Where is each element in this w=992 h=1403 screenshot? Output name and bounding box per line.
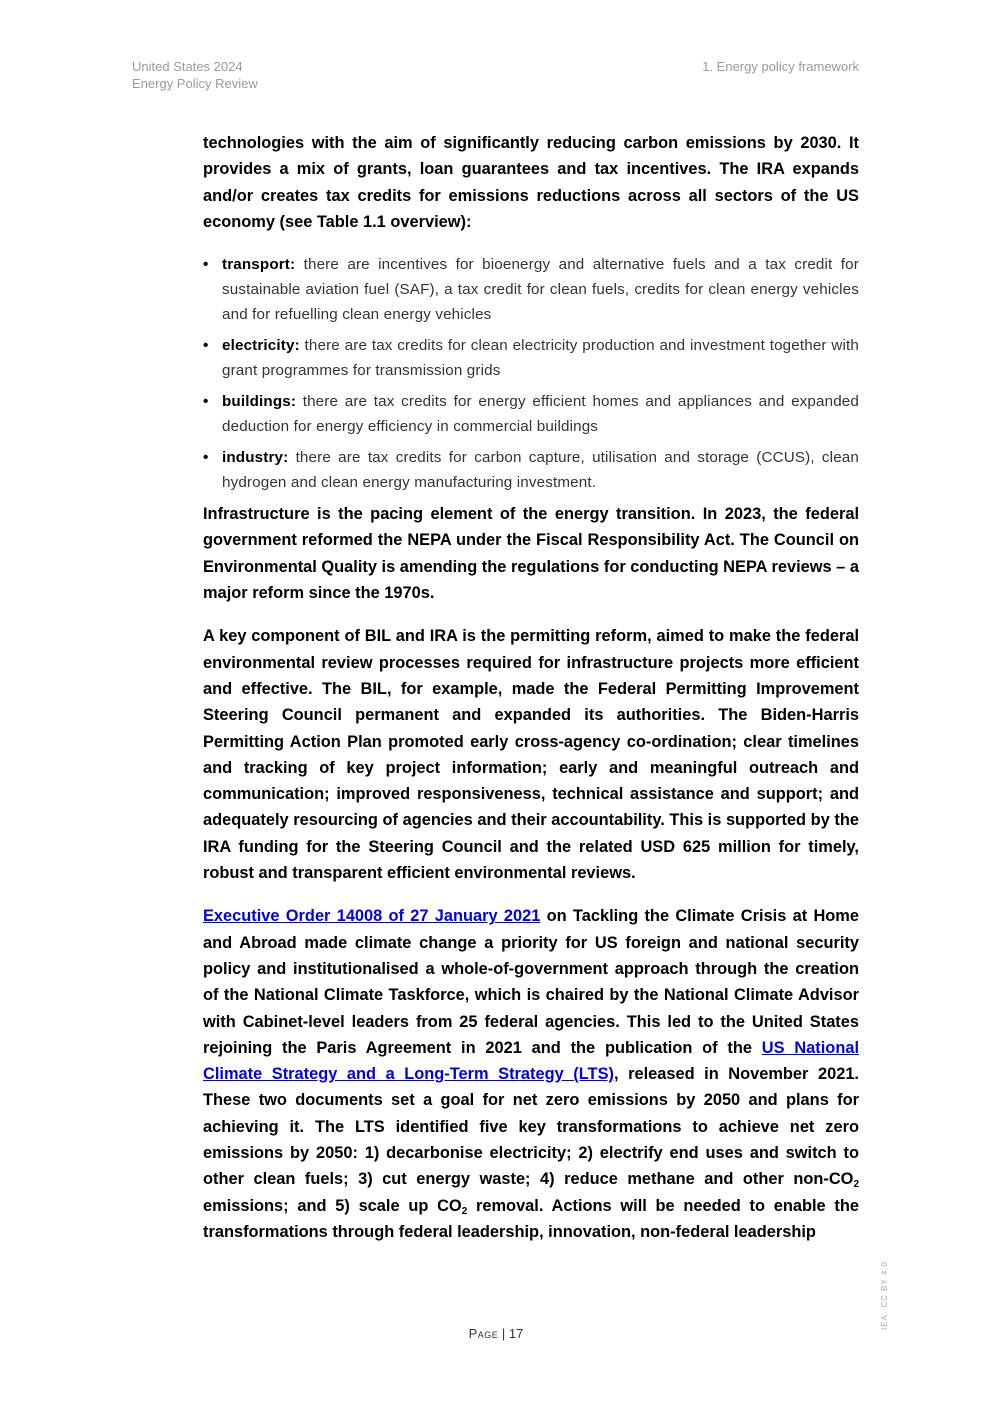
bullet-term: industry:: [222, 449, 289, 467]
sector-bullet-list: [203, 252, 859, 495]
paragraph-text: , released in November 2021. These two documents set a goal for net zero emissions by 2050 and plans for achieving it. The LTS identified five key transformations to achieve net zero emissions by 2050: 1) decarbonise electricity; 2) electrify end uses and switch to other clean fuels; 3) cut energy waste; 4) reduce methane and other non-CO: [203, 1065, 859, 1189]
report-title-line1: United States 2024: [132, 59, 243, 74]
bullet-text: there are incentives for bioenergy and alternative fuels and a tax credit for sustainable aviation fuel (SAF), a tax credit for clean fuels, credits for clean energy vehicles and for refuelling clean energy vehicles: [222, 256, 859, 324]
page-number: 17: [508, 1326, 524, 1341]
climate-strategy-link[interactable]: US National Climate Strategy and a Long-Term Strategy (LTS): [203, 1038, 859, 1084]
page-footer: [0, 1326, 992, 1341]
bullet-text: there are tax credits for carbon capture, utilisation and storage (CCUS), clean hydrogen and clean energy manufacturing investment.: [222, 449, 859, 492]
paragraph-text: on Tackling the Climate Crisis at Home and Abroad made climate change a priority for US foreign and national security policy and institutionalised a whole-of-government approach through the creation of the National Climate Taskforce, which is chaired by the National Climate Advisor with Cabinet-level leaders from 25 federal agencies. This led to the United States rejoining the Paris Agreement in 2021 and the publication of the: [203, 907, 859, 1057]
bullet-electricity: [203, 333, 859, 383]
bullet-dot-icon: •: [203, 337, 209, 355]
subscript-2: 2: [853, 1179, 859, 1191]
bullet-transport: [203, 252, 859, 327]
paragraph-ira-intro: technologies with the aim of significantly reducing carbon emissions by 2030. It provides a mix of grants, loan guarantees and tax incentives. The IRA expands and/or creates tax credits for emissions reductions across all sectors of the US economy (see Table 1.1 overview):: [203, 134, 859, 231]
bullet-text: there are tax credits for energy efficient homes and appliances and expanded deduction for energy efficiency in commercial buildings: [222, 393, 859, 436]
running-header-chapter: 1. Energy policy framework: [702, 59, 859, 74]
paragraph-permitting-reform: A key component of BIL and IRA is the permitting reform, aimed to make the federal environmental review processes required for infrastructure projects more efficient and effective. The BIL, for example, made the Federal Permitting Improvement Steering Council permanent and expanded its authorities. The Biden-Harris Permitting Action Plan promoted early cross-agency co-ordination; clear timelines and tracking of key project information; early and meaningful outreach and communication; improved responsiveness, technical assistance and support; and adequately resourcing of agencies and their accountability. This is supported by the IRA funding for the Steering Council and the related USD 625 million for timely, robust and transparent efficient environmental reviews.: [203, 627, 859, 883]
paragraph-infrastructure: Infrastructure is the pacing element of the energy transition. In 2023, the federal government reformed the NEPA under the Fiscal Responsibility Act. The Council on Environmental Quality is amending the regulations for conducting NEPA reviews – a major reform since the 1970s.: [203, 505, 859, 603]
bullet-industry: [203, 445, 859, 495]
bullet-term: buildings:: [222, 393, 297, 411]
page-label: Page: [468, 1326, 499, 1341]
paragraph-text: emissions; and 5) scale up CO: [203, 1196, 462, 1215]
running-header-left: [132, 58, 258, 92]
bullet-term: electricity:: [222, 337, 300, 355]
subscript-2: 2: [461, 1205, 468, 1217]
executive-order-link[interactable]: Executive Order 14008 of 27 January 2021: [203, 907, 541, 926]
bullet-dot-icon: •: [203, 256, 209, 274]
license-credit: IEA. CC BY 4.0.: [880, 1257, 889, 1330]
paragraph-text: removal. Actions will be needed to enable the transformations through federal leadership, innovation, non-federal leadership: [203, 1196, 859, 1241]
bullet-buildings: [203, 389, 859, 439]
bullet-term: transport:: [222, 256, 296, 274]
page-body: [203, 130, 859, 1262]
bullet-text: there are tax credits for clean electricity production and investment together with grant programmes for transmission grids: [222, 337, 859, 380]
bullet-dot-icon: •: [203, 393, 209, 411]
bullet-dot-icon: •: [203, 449, 209, 467]
paragraph-executive-order: [203, 903, 859, 1245]
report-title-line2: Energy Policy Review: [132, 76, 258, 91]
page-separator: |: [498, 1326, 509, 1341]
